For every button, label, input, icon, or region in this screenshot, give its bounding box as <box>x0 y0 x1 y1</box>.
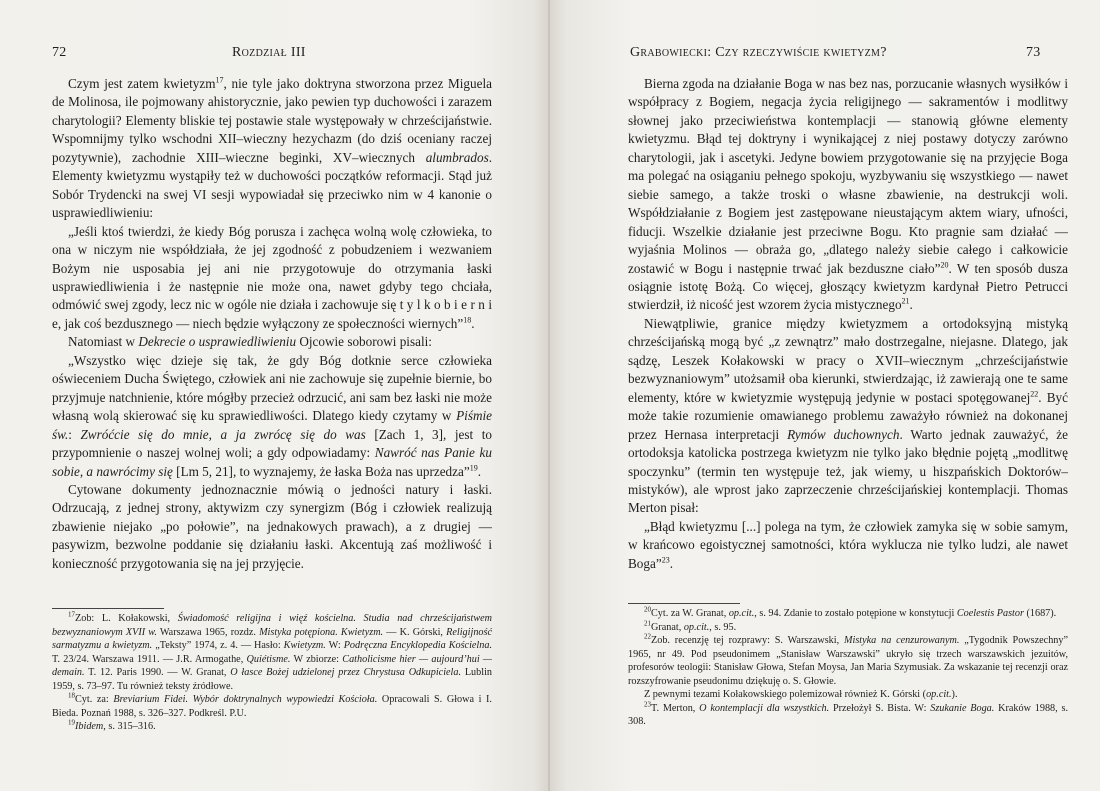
footnote-ref[interactable]: 19 <box>469 463 478 473</box>
page-number: 73 <box>1026 45 1041 60</box>
paragraph: Niewątpliwie, granice między kwietyzmem a ortodoksyjną mistyką chrześcijańską mogą być „z zewnątrz” mało dostrzegalne, niejasne. Dlatego, jak sądzę, Leszek Kołakowski w pracy o XVII–wiecznym „chrześcijaństwie bezwyznaniowym” utożsamił oba kierunki, stwierdzając, iż zawierają one te same elementy, które w kwietyzmie występują jedynie w postaci spotęgowanej$^{22}$. Być może takie rozumienie omawianego problemu zaważyło również na dokonanej przez Hernasa interpretacji Rymów duchownych. Warto jednak zauważyć, że ortodoksja katolicka postrzega kwietyzm nie tylko jako błędnie pojętą „modlitwę spoczynku” (termin ten występuje też, jak wiemy, u hiszpańskich Doktorów–mistyków), ale wprost jako zaprzeczenie chrześcijańskiej kontemplacji. Thomas Merton pisał: <box>628 315 1068 516</box>
footnote-ref[interactable]: 17 <box>215 75 224 85</box>
running-head: Grabowiecki: Czy rzeczywiście kwietyzm? <box>630 45 887 60</box>
paragraph: Cytowane dokumenty jednoznacznie mówią o jedności natury i łaski. Odrzucają, z jednej strony, aktywizm czy synergizm (Bóg i człowiek realizują zbawienie niejako „po połowie”, na jednakowych prawach), a z drugiej — pasywizm, bezwolne poddanie się działaniu łaski. Akcentują zaś możliwość i konieczność przygotowania się na jej przyjęcie. <box>52 481 492 571</box>
main-text <box>628 75 1068 573</box>
footnote: $^{17}$Zob: L. Kołakowski, Świadomość religijna i więź kościelna. Studia nad chrześcijaństwem bezwyznaniowym XVII w. Warszawa 1965, rozdz. Mistyka potępiona. Kwietyzm. — K. Górski, Religijność sarmatyzmu a kwietyzm. „Teksty” 1974, z. 4. — Hasło: Kwietyzm. W: Podręczna Encyklopedia Kościelna. T. 23/24. Warszawa 1911. — J.R. Armogathe, Quiétisme. W zbiorze: Catholicisme hier — aujourd’hui — demain. T. 12. Paris 1990. — W. Granat, O łasce Bożej udzielonej przez Chrystusa Odkupiciela. Lublin 1959, s. 73–97. Tu również teksty źródłowe. <box>52 610 492 692</box>
footnote-ref[interactable]: 23 <box>661 555 670 565</box>
paragraph: Czym jest zatem kwietyzm$^{17}$, nie tyle jako doktryna stworzona przez Miguela de Molinosa, ile pojmowany ahistorycznie, jako pewien typ duchowości i zarazem charytologii? Elementy bliskie tej postawie stale występowały w chrześcijaństwie. Wspomnijmy tylko wschodni XII–wieczny hezychazm (do dziś oceniany raczej pozytywnie), zachodnie XIII–wieczne beginki, XV–wiecznych alumbrados. Elementy kwietyzmu wystąpiły też w duchowości początków reformacji. Stąd już Sobór Trydencki na swej VI sesji wypowiadał się przeciwko nim w 4 kanonie o usprawiedliwieniu: <box>52 75 492 221</box>
footnote-ref[interactable]: 18 <box>463 315 472 325</box>
footnote-ref[interactable]: 22 <box>1030 389 1039 399</box>
quotation: „Jeśli ktoś twierdzi, że kiedy Bóg porusza i zachęca wolną wolę człowieka, to ona w niczym nie współdziała, że jej zgodność z pobudzeniem i wezwaniem Bożym nie usposabia jej ani nie przygotowuje do otrzymania łaski usprawiedliwienia i że następnie nie może ona, nawet gdyby tego chciała, odmówić swej zgody, lecz nic w ogóle nie działa i zachowuje się t y l k o b i e r n i e, jak coś bezdusznego — niech będzie wyłączony ze społeczności wiernych”$^{18}$. <box>52 223 492 331</box>
paragraph: Natomiast w Dekrecie o usprawiedliwieniu Ojcowie soborowi pisali: <box>68 334 432 350</box>
footnote-rule <box>52 608 164 609</box>
footnote-rule <box>628 603 740 604</box>
footnote: $^{18}$Cyt. za: Breviarium Fidei. Wybór doktrynalnych wypowiedzi Kościoła. Opracowali S. Głowa i I. Bieda. Poznań 1988, s. 326–327. Podkreśl. P.U. <box>52 691 492 719</box>
right-page <box>550 0 1100 791</box>
footnote: $^{22}$Zob. recenzję tej rozprawy: S. Warszawski, Mistyka na cenzurowanym. „Tygodnik Powszechny” 1965, nr 49. Pod pseudonimem „Stanisław Warszawski” ukryło się trzech warszawskich jezuitów, profesorów teologii: Stanisław Głowa, Stefan Moysa, Jan Maria Szymusiak. Za wskazanie tej recenzji oraz rozszyfrowanie pseudonimu dziękuję o. S. Głowie. <box>628 632 1068 687</box>
footnote: $^{20}$Cyt. za W. Granat, op.cit., s. 94. Zdanie to zostało potępione w konstytucji Coelestis Pastor (1687). <box>644 605 1057 619</box>
footnote: $^{23}$T. Merton, O kontemplacji dla wszystkich. Przełożył S. Bista. W: Szukanie Boga. Kraków 1988, s. 308. <box>628 700 1068 727</box>
footnote: $^{21}$Granat, op.cit., s. 95. <box>644 619 737 633</box>
footnotes <box>628 607 1068 729</box>
main-text <box>52 75 492 573</box>
paragraph: Bierna zgoda na działanie Boga w nas bez nas, porzucanie własnych wysiłków i współpracy z Bogiem, negacja życia religijnego — sakramentów i modlitwy słownej jako przeciwieństwa kontemplacji — stanowią główne elementy kwietyzmu. Błąd tej doktryny i wynikającej z niej postawy dotyczy zarówno charytologii, jak i ascetyki. Jedyne bowiem przygotowanie się na przyjęcie Boga ma polegać na osiąganiu pełnego spokoju, wyzbywaniu się wszystkiego — nawet siebie samego, a także troski o własne zbawienie, na destrukcji woli. Współdziałanie z Bogiem jest zastępowane nieustającym aktem wiary, ufności, fiducji. Wszelkie działanie jest przeciwne Bogu. Kto pragnie sam działać — wyjaśnia Molinos — obraża go, „dlatego należy siebie całego i całkowicie zostawić w Bogu i następnie trwać jak bezduszne ciało”$^{20}$. W ten sposób dusza osiągnie istotę Bożą. Co więcej, głoszący kwietyzm kardynał Pietro Petrucci stwierdził, iż nicość jest wzorem życia mistycznego$^{21}$. <box>628 76 1068 313</box>
running-head: Rozdział III <box>232 45 306 60</box>
footnotes <box>52 612 492 734</box>
page-number: 72 <box>52 45 67 60</box>
quotation: „Błąd kwietyzmu [...] polega na tym, że człowiek zamyka się w sobie samym, w krańcowo egoistycznej samotności, która wyklucza nie tylko ludzi, ale nawet Boga”$^{23}$. <box>628 518 1068 571</box>
footnote: Z pewnymi tezami Kołakowskiego polemizował również K. Górski (op.cit.). <box>644 689 958 700</box>
footnote: $^{19}$Ibidem, s. 315–316. <box>68 718 156 732</box>
quotation: „Wszystko więc dzieje się tak, że gdy Bóg dotknie serce człowieka oświeceniem Ducha Świętego, człowiek ani nie zachowuje się zupełnie biernie, bo przyjmuje natchnienie, które mógłby przecież odrzucić, ani sam bez łaski nie może własną wolą skierować się ku sprawiedliwości. Dlatego kiedy czytamy w Piśmie św.: Zwróćcie się do mnie, a ja zwrócę się do was [Zach 1, 3], jest to przypomnienie o naszej wolnej woli; a gdy odpowiadamy: Nawróć nas Panie ku sobie, a nawrócimy się [Lm 5, 21], to wyznajemy, że łaska Boża nas uprzedza”$^{19}$. <box>52 352 492 479</box>
footnote-ref[interactable]: 21 <box>901 297 910 307</box>
footnote-ref[interactable]: 20 <box>940 260 949 270</box>
